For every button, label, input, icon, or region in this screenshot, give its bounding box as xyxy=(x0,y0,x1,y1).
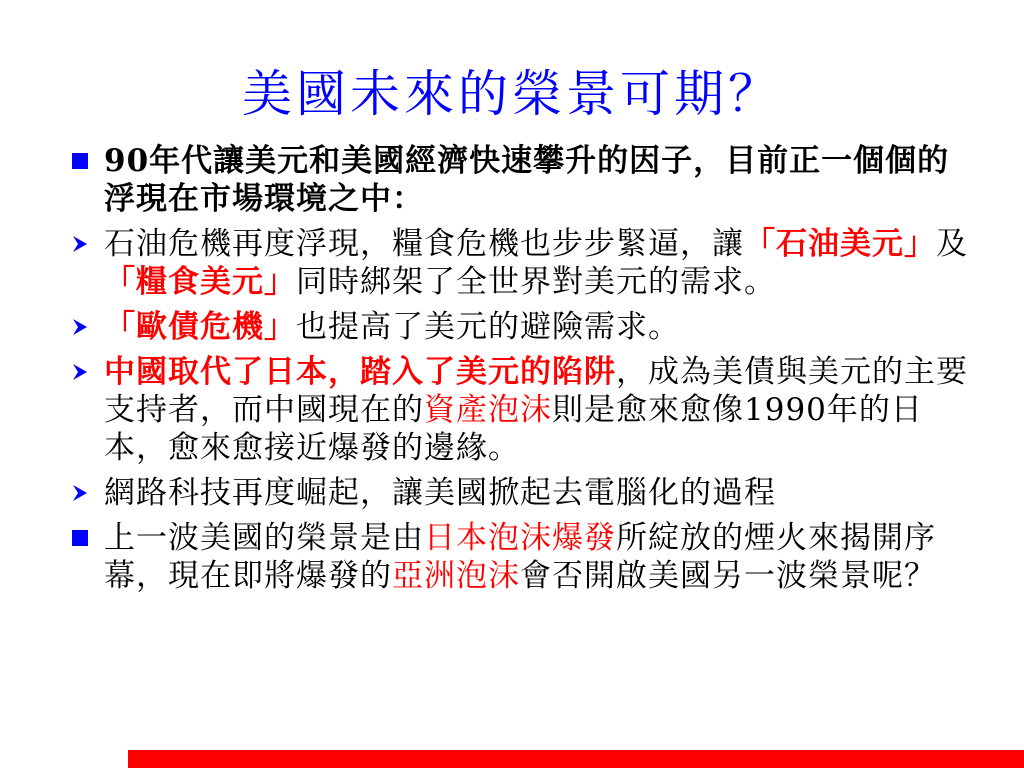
text-segment: 石油危機再度浮現，糧食危機也步步緊逼，讓 xyxy=(104,226,744,262)
text-segment: 所綻放的煙火來揭開序幕，現在即將爆發的 xyxy=(104,520,936,594)
arrow-bullet-icon xyxy=(70,483,90,503)
text-segment: 會否開啟美國另一波榮景呢？ xyxy=(520,558,936,594)
highlight-text: 「石油美元」 xyxy=(744,226,936,262)
text-segment: 90年代讓美元和美國經濟快速攀升的因子，目前正一個個的浮現在市場環境之中： xyxy=(104,143,950,217)
bullet-item-1 xyxy=(68,142,980,218)
bullet-item-4 xyxy=(68,353,980,467)
bullet-item-6 xyxy=(68,519,980,595)
square-bullet-icon xyxy=(72,530,88,546)
bullet-item-2 xyxy=(68,225,980,301)
footer-accent-bar xyxy=(128,750,1024,768)
bullet-item-5 xyxy=(68,474,980,512)
arrow-bullet-icon xyxy=(70,234,90,254)
highlight-text: 亞洲泡沫 xyxy=(392,558,520,594)
highlight-text: 「糧食美元」 xyxy=(104,264,296,300)
text-segment: ，成為美債與美元的主要支持者，而中國現在的 xyxy=(104,354,968,428)
highlight-text: 日本泡沫爆發 xyxy=(424,520,616,556)
highlight-text: 中國取代了日本，踏入了美元的陷阱 xyxy=(104,354,616,390)
text-segment: 也提高了美元的避險需求。 xyxy=(296,309,680,345)
text-segment: 則是愈來愈像1990年的日本，愈來愈接近爆發的邊緣。 xyxy=(104,392,923,466)
bullet-list xyxy=(68,142,980,602)
text-segment: 同時綁架了全世界對美元的需求。 xyxy=(296,264,776,300)
highlight-text: 「歐債危機」 xyxy=(104,309,296,345)
highlight-text: 資產泡沫 xyxy=(424,392,552,428)
text-segment: 上一波美國的榮景是由 xyxy=(104,520,424,556)
square-bullet-icon xyxy=(72,153,88,169)
arrow-bullet-icon xyxy=(70,362,90,382)
text-segment: 網路科技再度崛起，讓美國掀起去電腦化的過程 xyxy=(104,475,776,511)
bullet-item-3 xyxy=(68,308,980,346)
arrow-bullet-icon xyxy=(70,317,90,337)
text-segment: 及 xyxy=(936,226,968,262)
slide-title: 美國未來的榮景可期？ xyxy=(242,65,782,123)
